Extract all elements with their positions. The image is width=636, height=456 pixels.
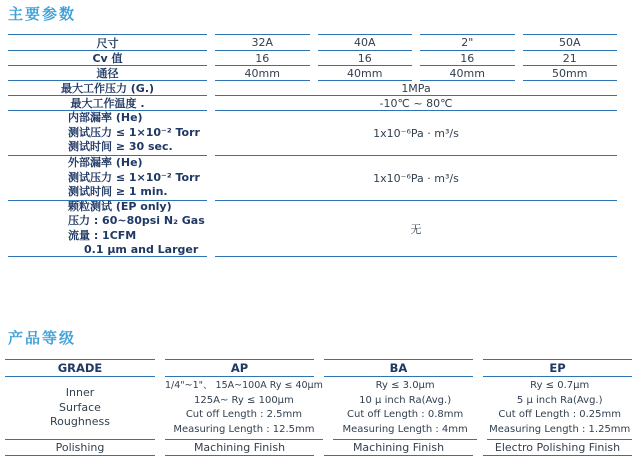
- roughness-ap-cell: [165, 377, 323, 440]
- bore-value-3: 40mm: [420, 66, 515, 81]
- roughness-ep-line4: Measuring Length : 1.25mm: [489, 423, 631, 435]
- polishing-row: [5, 440, 632, 456]
- roughness-ap-line4: Measuring Length : 12.5mm: [173, 423, 315, 435]
- grade-header-ba: BA: [324, 359, 473, 377]
- row-label-internal-leak: [8, 111, 207, 156]
- internal-leak-test-time: 测试时间 ≥ 30 sec.: [68, 140, 173, 154]
- row-label-particle-test: [8, 201, 207, 257]
- external-leak-value: 1x10⁻⁶Pa · m³/s: [215, 156, 617, 201]
- row-label-external-leak: [8, 156, 207, 201]
- internal-leak-title: 内部漏率 (He): [68, 111, 143, 125]
- external-leak-test-time: 测试时间 ≥ 1 min.: [68, 185, 168, 199]
- particle-test-size: 0.1 μm and Larger: [84, 243, 199, 256]
- internal-leak-test-pressure: 测试压力 ≤ 1×10⁻² Torr: [68, 125, 200, 139]
- bore-value-1: 40mm: [215, 66, 310, 81]
- roughness-ap-line2: 125A~ Ry ≤ 100μm: [194, 394, 294, 406]
- external-leak-test-pressure: 测试压力 ≤ 1×10⁻² Torr: [68, 170, 200, 184]
- cv-value-4: 21: [523, 51, 618, 66]
- particle-test-flow: 流量 : 1CFM: [68, 228, 137, 242]
- cv-value-2: 16: [318, 51, 413, 66]
- roughness-row-label: [5, 377, 155, 440]
- polishing-row-label: Polishing: [5, 440, 155, 456]
- section-title-main-parameters: 主要参数: [8, 5, 77, 23]
- row-label-size: 尺寸: [8, 34, 207, 51]
- row-label-cv: Cv 值: [8, 51, 207, 66]
- size-value-50a: 50A: [523, 34, 618, 51]
- external-leak-title: 外部漏率 (He): [68, 156, 143, 170]
- roughness-ep-line3: Cut off Length : 0.25mm: [498, 409, 621, 420]
- size-value-2in: 2": [420, 34, 515, 51]
- main-parameters-table: [8, 34, 617, 257]
- polishing-ap-value: Machining Finish: [165, 440, 314, 456]
- roughness-ep-line1: Ry ≤ 0.7μm: [530, 380, 590, 391]
- table-row-size: [8, 34, 617, 51]
- row-label-max-temp: 最大工作温度 .: [8, 96, 207, 111]
- table-row-internal-leak: [8, 111, 617, 156]
- particle-test-pressure: 压力 : 60~80psi N₂ Gas: [68, 214, 205, 227]
- bore-value-4: 50mm: [523, 66, 618, 81]
- max-pressure-value: 1MPa: [215, 81, 617, 96]
- grade-header-ap: AP: [165, 359, 314, 377]
- particle-test-value: 无: [215, 201, 617, 257]
- roughness-ap-line1: 1/4"~1"、 15A~100A Ry ≤ 40μm: [165, 380, 323, 391]
- bore-value-2: 40mm: [318, 66, 413, 81]
- cv-value-1: 16: [215, 51, 310, 66]
- table-row-max-temp: [8, 96, 617, 111]
- size-value-40a: 40A: [318, 34, 413, 51]
- row-label-max-pressure: 最大工作压力 (G.): [8, 81, 207, 96]
- cv-value-3: 16: [420, 51, 515, 66]
- section-title-product-grade: 产品等级: [8, 329, 77, 347]
- table-row-external-leak: [8, 156, 617, 201]
- polishing-ep-value: Electro Polishing Finish: [483, 440, 632, 456]
- size-value-32a: 32A: [215, 34, 310, 51]
- row-label-bore: 通径: [8, 66, 207, 81]
- table-row-particle-test: [8, 201, 617, 257]
- grade-header-row: [5, 359, 632, 377]
- max-temp-value: -10℃ ~ 80℃: [215, 96, 617, 111]
- roughness-label-line1: Inner: [65, 386, 95, 400]
- roughness-ap-line3: Cut off Length : 2.5mm: [185, 409, 303, 420]
- roughness-label-line2: Surface: [59, 400, 101, 414]
- table-row-bore: [8, 66, 617, 81]
- grade-header-ep: EP: [483, 359, 632, 377]
- roughness-ba-line2: 10 μ inch Ra(Avg.): [359, 394, 452, 406]
- product-grade-table: [5, 359, 632, 456]
- polishing-ba-value: Machining Finish: [324, 440, 473, 456]
- roughness-ba-line1: Ry ≤ 3.0μm: [375, 380, 435, 391]
- roughness-ba-line3: Cut off Length : 0.8mm: [347, 409, 464, 420]
- internal-leak-value: 1x10⁻⁶Pa · m³/s: [215, 111, 617, 156]
- table-row-max-pressure: [8, 81, 617, 96]
- table-row-cv: [8, 51, 617, 66]
- roughness-ep-line2: 5 μ inch Ra(Avg.): [516, 394, 603, 406]
- grade-header-grade: GRADE: [5, 359, 155, 377]
- roughness-label-line3: Roughness: [49, 415, 110, 429]
- particle-test-title: 颗粒测试 (EP only): [68, 199, 172, 213]
- roughness-ep-cell: [487, 377, 632, 440]
- roughness-ba-line4: Measuring Length : 4mm: [342, 423, 468, 435]
- roughness-ba-cell: [333, 377, 478, 440]
- roughness-row: [5, 377, 632, 440]
